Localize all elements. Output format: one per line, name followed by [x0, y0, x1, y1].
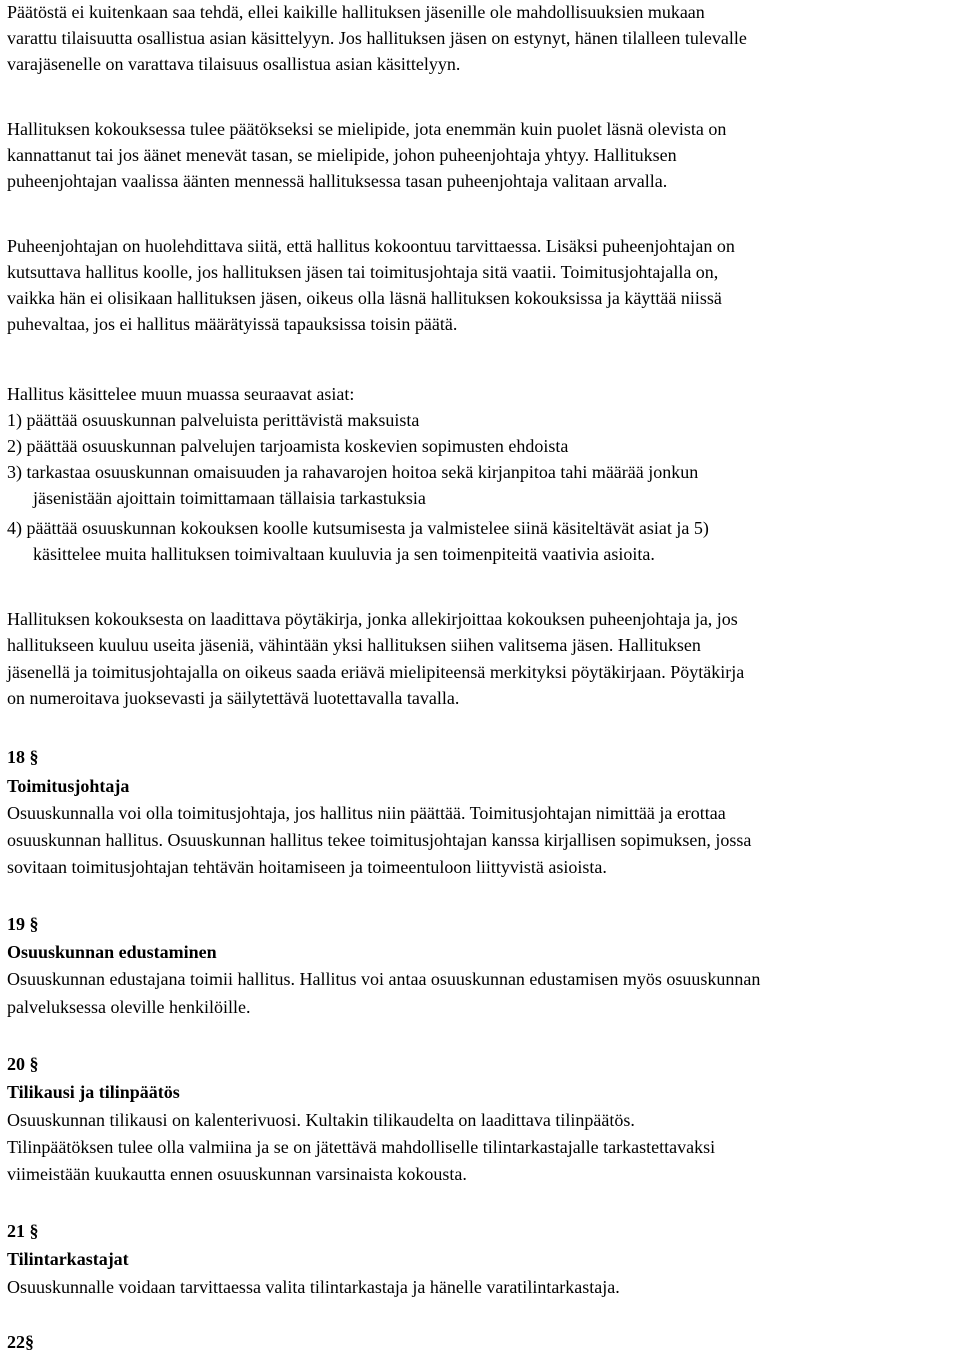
- text-line: vaikka hän ei olisikaan hallituksen jäsen, oikeus olla läsnä hallituksen kokouksissa ja käyttää niissä: [7, 288, 722, 308]
- text-line: Puheenjohtajan on huolehdittava siitä, että hallitus kokoontuu tarvittaessa. Lisäksi puheenjohtajan on: [7, 236, 735, 256]
- text-line: jäsenellä ja toimitusjohtajalla on oikeus saada eriävä mielipiteensä merkityksi pöytäkirjaan. Pöytäkirja: [7, 662, 745, 682]
- section-number: 18 §: [7, 747, 39, 767]
- section-title: Tilikausi ja tilinpäätös: [7, 1082, 180, 1102]
- text-line: Hallituksen kokouksesta on laadittava pöytäkirja, jonka allekirjoittaa kokouksen puheenjohtaja ja, jos: [7, 609, 738, 629]
- list-item: 3) tarkastaa osuuskunnan omaisuuden ja rahavarojen hoitoa sekä kirjanpitoa tahi määrää jonkun: [7, 462, 699, 482]
- text-line: puheenjohtajan vaalissa äänten mennessä hallituksessa tasan puheenjohtaja valitaan arvalla.: [7, 171, 668, 191]
- text-line: Tilinpäätöksen tulee olla valmiina ja se on jätettävä mahdolliselle tilintarkastajalle tarkastettavaksi: [7, 1137, 716, 1157]
- text-line: puhevaltaa, jos ei hallitus määrätyissä tapauksissa toisin päätä.: [7, 314, 458, 334]
- text-line: hallitukseen kuuluu useita jäseniä, vähintään yksi hallituksen siihen valitsema jäsen. Hallituksen: [7, 635, 701, 655]
- text-line: varajäsenelle on varattava tilaisuus osallistua asian käsittelyyn.: [7, 54, 461, 74]
- section-title: Osuuskunnan edustaminen: [7, 942, 217, 962]
- text-line: Osuuskunnan edustajana toimii hallitus. Hallitus voi antaa osuuskunnan edustamisen myös osuuskunnan: [7, 969, 761, 989]
- list-item-continuation: käsittelee muita hallituksen toimivaltaan kuuluvia ja sen toimenpiteitä vaativia asioita.: [33, 544, 655, 564]
- text-line: palveluksessa oleville henkilöille.: [7, 997, 251, 1017]
- text-line: Päätöstä ei kuitenkaan saa tehdä, ellei kaikille hallituksen jäsenille ole mahdollisuuksien mukaan: [7, 2, 705, 22]
- list-intro: Hallitus käsittelee muun muassa seuraavat asiat:: [7, 384, 355, 404]
- section-number: 19 §: [7, 914, 39, 934]
- section-title: Tilintarkastajat: [7, 1249, 129, 1269]
- section-number: 21 §: [7, 1221, 39, 1241]
- list-item-continuation: jäsenistään ajoittain toimittamaan tällaisia tarkastuksia: [33, 488, 426, 508]
- list-item: 4) päättää osuuskunnan kokouksen koolle kutsumisesta ja valmistelee siinä käsiteltävät asiat ja 5): [7, 518, 709, 538]
- text-line: Osuuskunnalla voi olla toimitusjohtaja, jos hallitus niin päättää. Toimitusjohtajan nimittää ja erottaa: [7, 803, 726, 823]
- text-line: Osuuskunnalle voidaan tarvittaessa valita tilintarkastaja ja hänelle varatilintarkastaja.: [7, 1277, 620, 1297]
- text-line: on numeroitava juoksevasti ja säilytettävä luotettavalla tavalla.: [7, 688, 460, 708]
- text-line: sovitaan toimitusjohtajan tehtävän hoitamiseen ja toimeentuloon liittyvistä asioista.: [7, 857, 607, 877]
- text-line: kutsuttava hallitus koolle, jos hallituksen jäsen tai toimitusjohtaja sitä vaatii. Toimitusjohtajalla on,: [7, 262, 719, 282]
- text-line: Osuuskunnan tilikausi on kalenterivuosi. Kultakin tilikaudelta on laadittava tilinpäätös.: [7, 1110, 635, 1130]
- section-number: 22§: [7, 1332, 34, 1352]
- text-line: osuuskunnan hallitus. Osuuskunnan hallitus tekee toimitusjohtajan kanssa kirjallisen sopimuksen, jossa: [7, 830, 752, 850]
- list-item: 2) päättää osuuskunnan palvelujen tarjoamista koskevien sopimusten ehdoista: [7, 436, 569, 456]
- text-line: viimeistään kuukautta ennen osuuskunnan varsinaista kokousta.: [7, 1164, 467, 1184]
- text-line: Hallituksen kokouksessa tulee päätökseksi se mielipide, jota enemmän kuin puolet läsnä olevista on: [7, 119, 727, 139]
- section-number: 20 §: [7, 1054, 39, 1074]
- section-title: Toimitusjohtaja: [7, 776, 130, 796]
- text-line: kannattanut tai jos äänet menevät tasan, se mielipide, johon puheenjohtaja yhtyy. Hallituksen: [7, 145, 677, 165]
- text-line: varattu tilaisuutta osallistua asian käsittelyyn. Jos hallituksen jäsen on estynyt, hänen tilalleen tulevalle: [7, 28, 747, 48]
- list-item: 1) päättää osuuskunnan palveluista perittävistä maksuista: [7, 410, 420, 430]
